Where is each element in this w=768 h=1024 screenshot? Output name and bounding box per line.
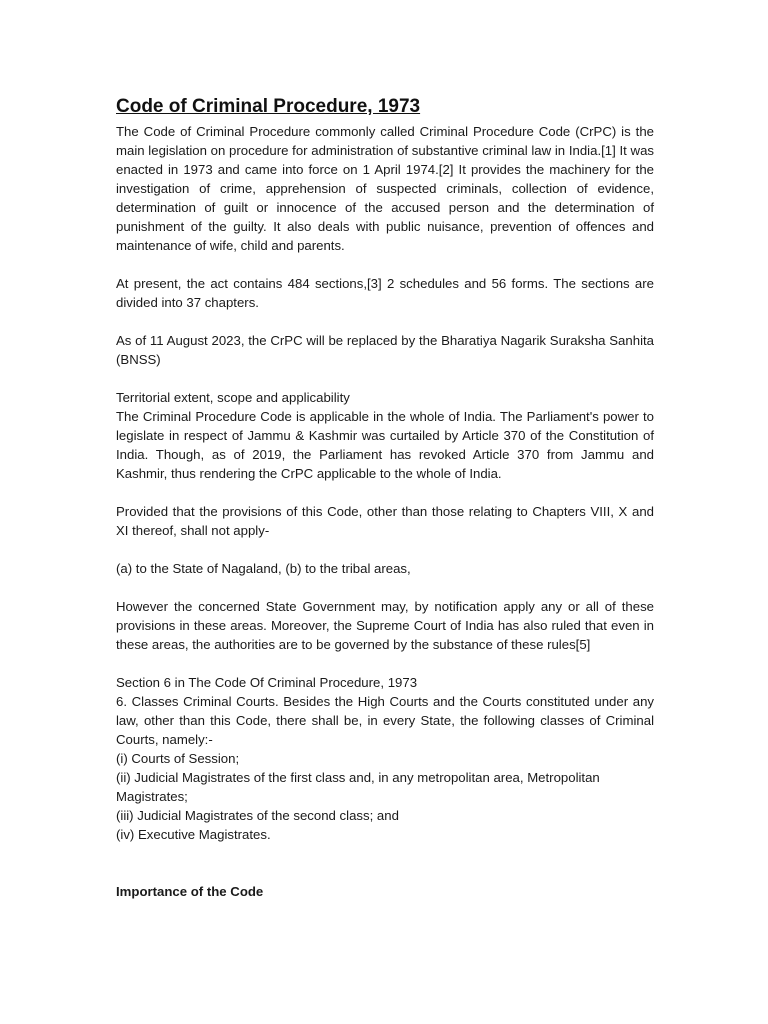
spacer bbox=[116, 844, 654, 882]
paragraph-intro: The Code of Criminal Procedure commonly called Criminal Procedure Code (CrPC) is the main legislation on procedure for administration of substantive criminal law in India.[1] It was enacted in 1973 and came into force on 1 April 1974.[2] It provides the machinery for the investigation of crime, apprehension of suspected criminals, collection of evidence, determination of guilt or innocence of the accused person and the determination of punishment of the guilty. It also deals with public nuisance, prevention of offences and maintenance of wife, child and parents. bbox=[116, 124, 654, 253]
document-title: Code of Criminal Procedure, 1973 bbox=[116, 96, 421, 117]
paragraph-sections: At present, the act contains 484 sections,[3] 2 schedules and 56 forms. The sections are divided into 37 chapters. bbox=[116, 276, 654, 310]
spacer bbox=[116, 312, 654, 331]
paragraph-bnss: As of 11 August 2023, the CrPC will be replaced by the Bharatiya Nagarik Suraksha Sanhita (BNSS) bbox=[116, 333, 654, 367]
paragraph-territorial: The Criminal Procedure Code is applicable in the whole of India. The Parliament's power to legislate in respect of Jammu & Kashmir was curtailed by Article 370 of the Constitution of India. Though, as of 2019, the Parliament has revoked Article 370 from Jammu and Kashmir, thus rendering the CrPC applicable to the whole of India. bbox=[116, 409, 654, 481]
spacer bbox=[116, 540, 654, 559]
paragraph-classes: 6. Classes Criminal Courts. Besides the High Courts and the Courts constituted under any law, other than this Code, there shall be, in every State, the following classes of Criminal Courts, namely:- bbox=[116, 694, 654, 747]
spacer bbox=[116, 578, 654, 597]
list-item: (i) Courts of Session; bbox=[116, 751, 240, 766]
paragraph-proviso: Provided that the provisions of this Code, other than those relating to Chapters VIII, X and XI thereof, shall not apply- bbox=[116, 504, 654, 538]
list-item: (ii) Judicial Magistrates of the first class and, in any metropolitan area, Metropolitan Magistrates; bbox=[116, 770, 600, 804]
paragraph-exceptions: (a) to the State of Nagaland, (b) to the tribal areas, bbox=[116, 561, 411, 576]
section-heading: Section 6 in The Code Of Criminal Procedure, 1973 bbox=[116, 675, 418, 690]
spacer bbox=[116, 483, 654, 502]
paragraph-state-govt: However the concerned State Government may, by notification apply any or all of these provisions in these areas. Moreover, the Supreme Court of India has also ruled that even in these areas, the authorities are to be governed by the substance of these rules[5] bbox=[116, 599, 654, 652]
importance-heading: Importance of the Code bbox=[116, 884, 264, 899]
list-item: (iv) Executive Magistrates. bbox=[116, 827, 271, 842]
spacer bbox=[116, 369, 654, 388]
document-page bbox=[116, 94, 654, 901]
list-item: (iii) Judicial Magistrates of the second class; and bbox=[116, 808, 399, 823]
spacer bbox=[116, 255, 654, 274]
spacer bbox=[116, 654, 654, 673]
territorial-heading: Territorial extent, scope and applicability bbox=[116, 390, 350, 405]
